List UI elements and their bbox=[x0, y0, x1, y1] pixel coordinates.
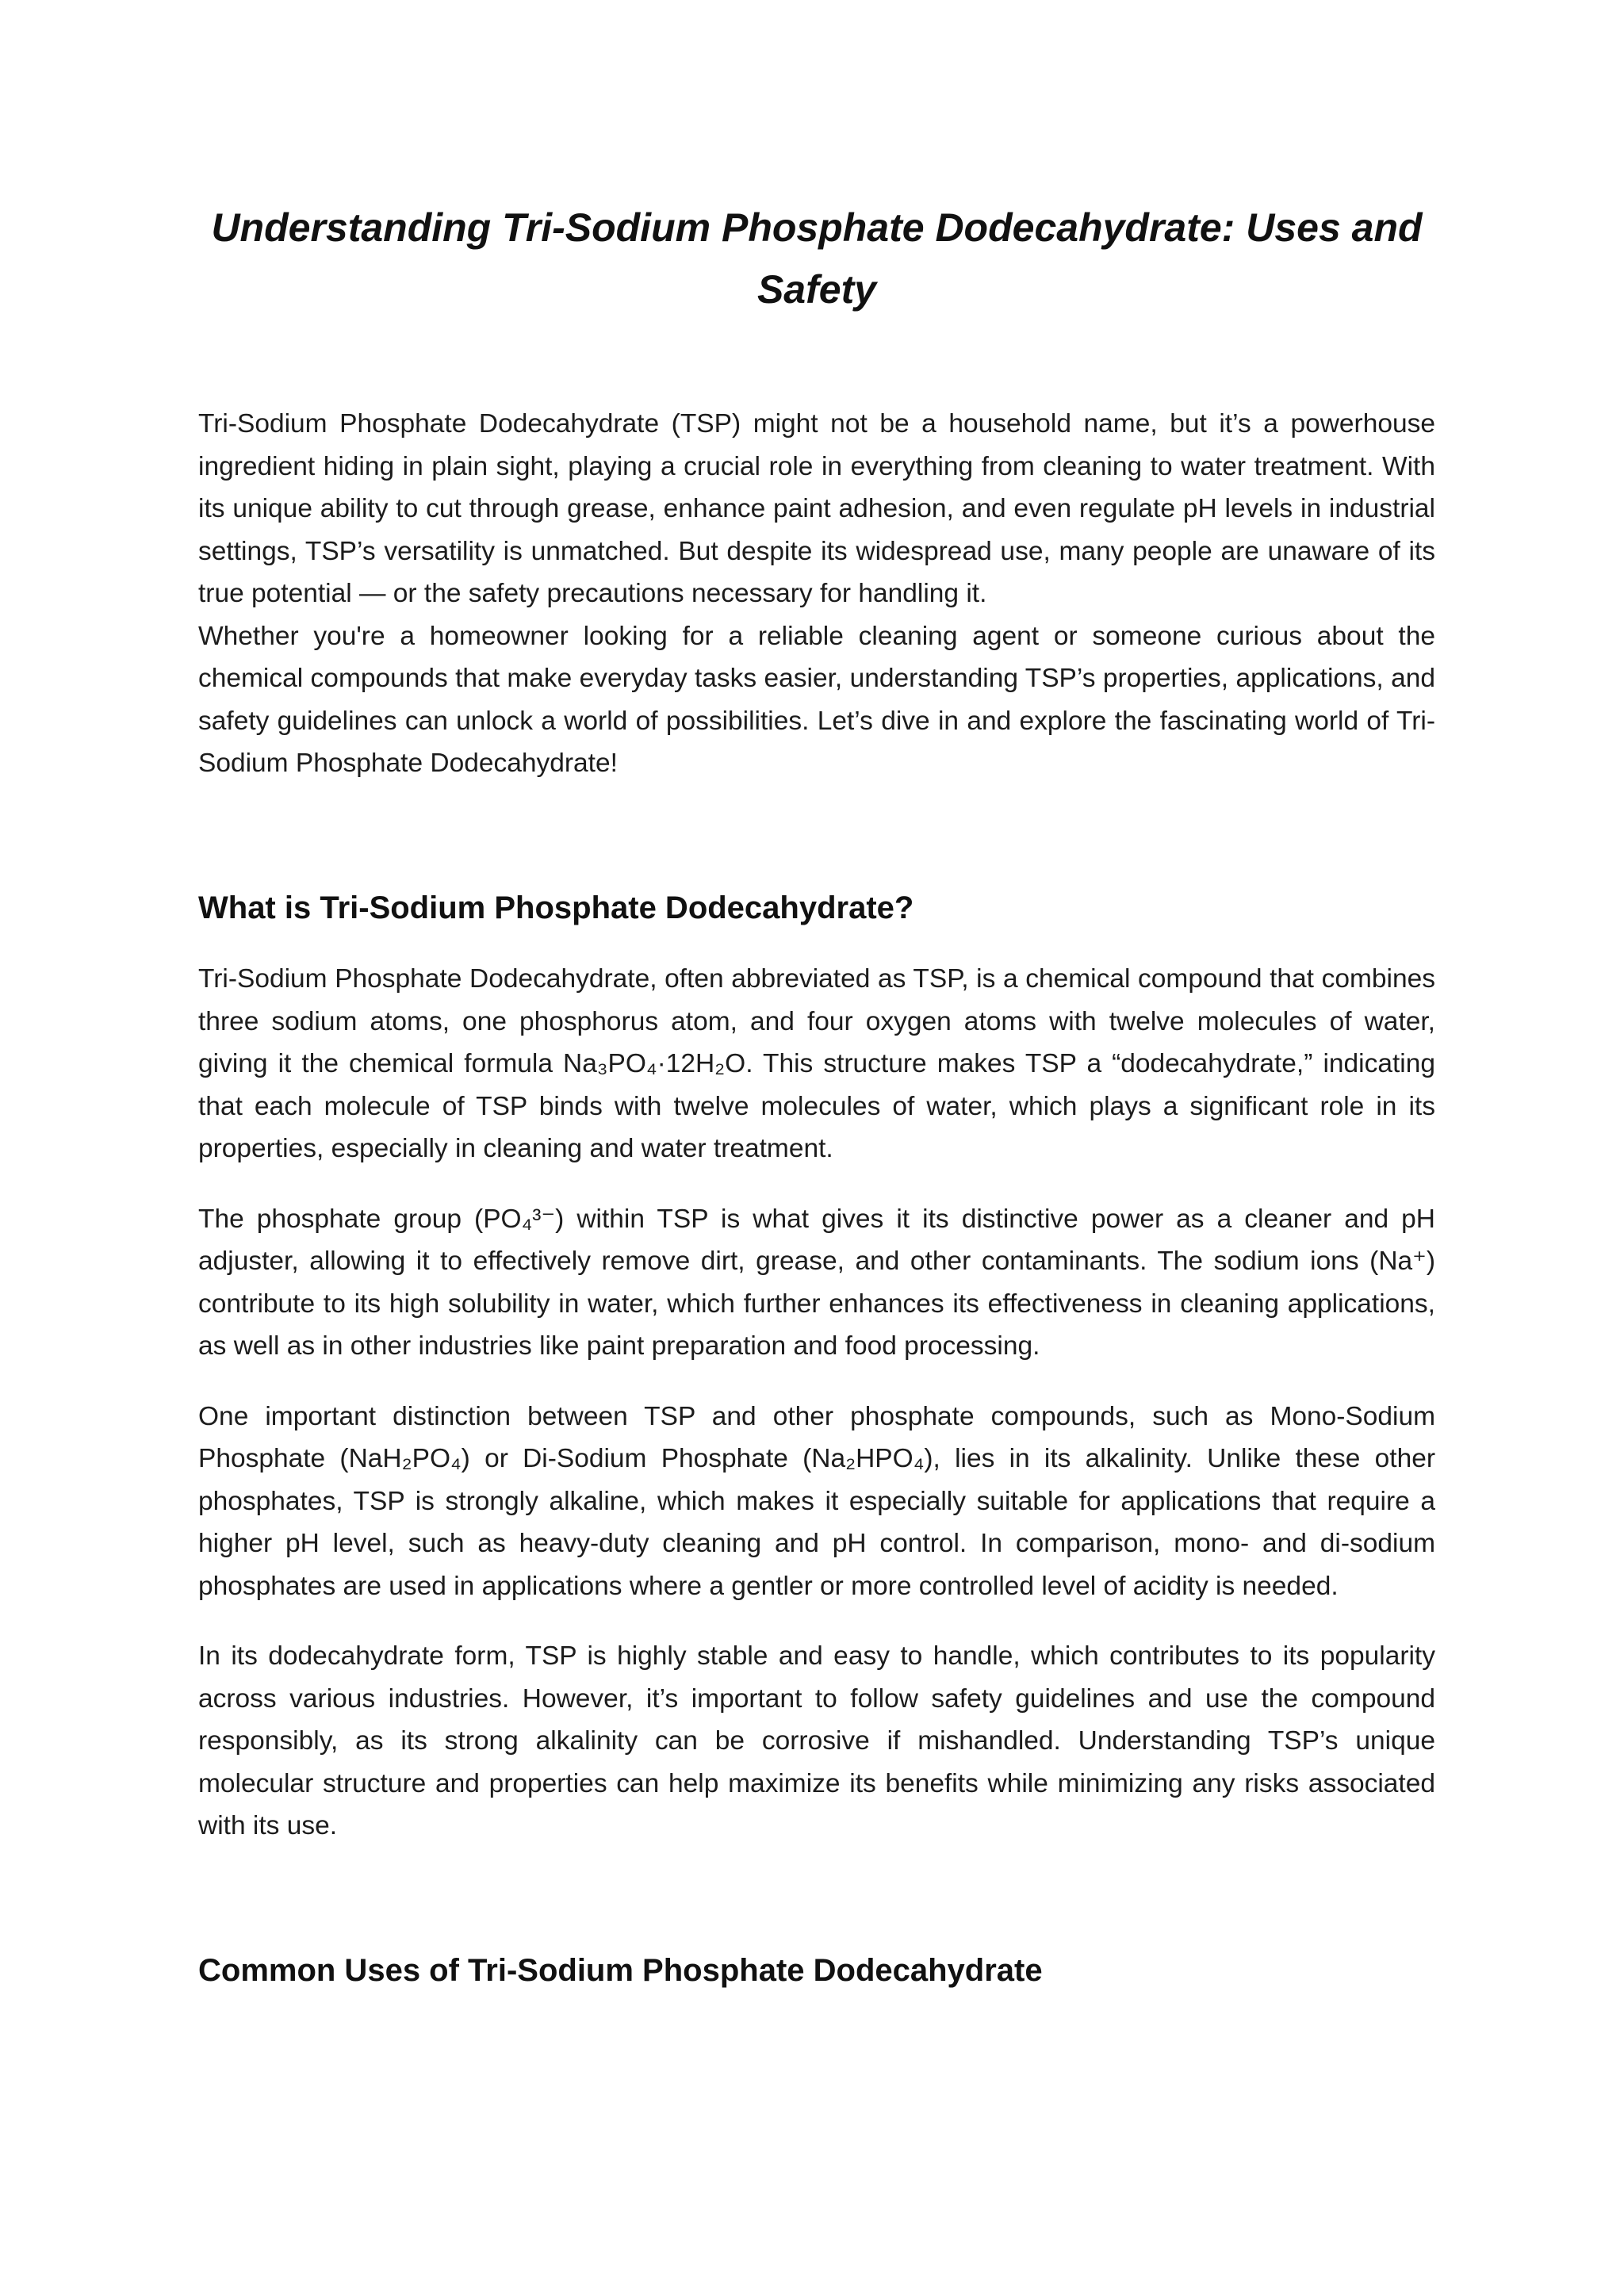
intro-paragraph: Whether you're a homeowner looking for a reliable cleaning agent or someone curious about the chemical compounds that make everyday tasks easier, understanding TSP’s properties, applications, and safety guidelines can unlock a world of possibilities. Let’s dive in and explore the fascinating world of Tri-Sodium Phosphate Dodecahydrate! bbox=[198, 621, 1435, 778]
intro-block bbox=[198, 403, 1435, 785]
body-paragraph: The phosphate group (PO₄³⁻) within TSP is what gives it its distinctive power as a cleaner and pH adjuster, allowing it to effectively remove dirt, grease, and other contaminants. The sodium ions (Na⁺) contribute to its high solubility in water, which further enhances its effectiveness in cleaning applications, as well as in other industries like paint preparation and food processing. bbox=[198, 1204, 1435, 1361]
body-paragraph: In its dodecahydrate form, TSP is highly stable and easy to handle, which contributes to its popularity across various industries. However, it’s important to follow safety guidelines and use the compound responsibly, as its strong alkalinity can be corrosive if mishandled. Understanding TSP’s unique molecular structure and properties can help maximize its benefits while minimizing any risks associated with its use. bbox=[198, 1641, 1435, 1840]
section-heading-common-uses: Common Uses of Tri-Sodium Phosphate Dodecahydrate bbox=[198, 1953, 1043, 1988]
section-what-is-body bbox=[198, 958, 1435, 1848]
section-heading-what-is: What is Tri-Sodium Phosphate Dodecahydrate? bbox=[198, 890, 914, 925]
intro-paragraph: Tri-Sodium Phosphate Dodecahydrate (TSP) might not be a household name, but it’s a powerhouse ingredient hiding in plain sight, playing a crucial role in everything from cleaning to water treatment. With its unique ability to cut through grease, enhance paint adhesion, and even regulate pH levels in industrial settings, TSP’s versatility is unmatched. But despite its widespread use, many people are unaware of its true potential — or the safety precautions necessary for handling it. bbox=[198, 409, 1435, 608]
body-paragraph: Tri-Sodium Phosphate Dodecahydrate, often abbreviated as TSP, is a chemical compound that combines three sodium atoms, one phosphorus atom, and four oxygen atoms with twelve molecules of water, giving it the chemical formula Na₃PO₄·12H₂O. This structure makes TSP a “dodecahydrate,” indicating that each molecule of TSP binds with twelve molecules of water, which plays a significant role in its properties, especially in cleaning and water treatment. bbox=[198, 964, 1435, 1163]
body-paragraph: One important distinction between TSP and other phosphate compounds, such as Mono-Sodium Phosphate (NaH₂PO₄) or Di-Sodium Phosphate (Na₂HPO₄), lies in its alkalinity. Unlike these other phosphates, TSP is strongly alkaline, which makes it especially suitable for applications that require a higher pH level, such as heavy-duty cleaning and pH control. In comparison, mono- and di-sodium phosphates are used in applications where a gentler or more controlled level of acidity is needed. bbox=[198, 1401, 1435, 1601]
document-title: Understanding Tri-Sodium Phosphate Dodecahydrate: Uses and Safety bbox=[211, 205, 1423, 312]
